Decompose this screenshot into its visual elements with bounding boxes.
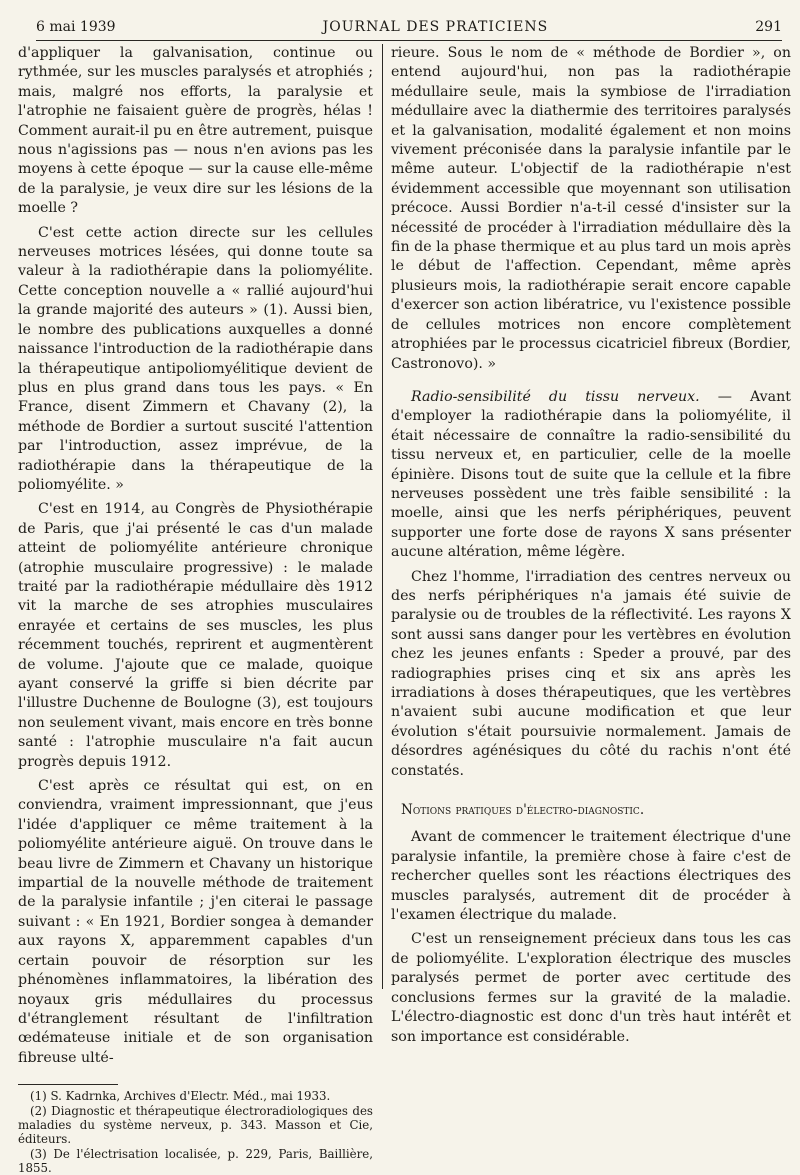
page-number: 291 (755, 19, 782, 35)
column-divider (382, 44, 383, 989)
footnote: (2) Diagnostic et thérapeutique électroradiologiques des maladies du système nerveux, p. 343. Masson et Cie, éditeurs. (18, 1104, 373, 1147)
paragraph: rieure. Sous le nom de « méthode de Bordier », on entend aujourd'hui, non pas la radiothérapie médullaire seule, mais la symbiose de l'irradiation médullaire avec la diathermie des territoires paralysés et la galvanisation, modalité également et non moins vivement préconisée dans la paralysie infantile par le même auteur. L'objectif de la radiothérapie n'est évidemment accessible que moyennant son utilisation précoce. Aussi Bordier n'a-t-il cessé d'insister sur la nécessité de procéder à l'irradiation médullaire dès la fin de la phase thermique et au plus tard un mois après le début de l'affection. Cependant, même après plusieurs mois, la radiothérapie serait encore capable d'exercer son action libératrice, vu l'existence possible de cellules motrices non encore complètement atrophiées par le processus cicatriciel fibreux (Bordier, Castronovo). » (391, 45, 791, 372)
paragraph: C'est un renseignement précieux dans tous les cas de poliomyélite. L'exploration électrique des muscles paralysés permet de porter avec certitude des conclusions fermes sur la gravité de la maladie. L'électro-diagnostic est donc d'un très haut intérêt et son importance est considérable. (391, 931, 791, 1045)
header-date: 6 mai 1939 (36, 19, 116, 35)
footnote: (3) De l'électrisation localisée, p. 229, Paris, Baillière, 1855. (18, 1147, 373, 1175)
paragraph: C'est en 1914, au Congrès de Physiothérapie de Paris, que j'ai présenté le cas d'un malade atteint de poliomyélite antérieure chronique (atrophie musculaire progressive) : le malade traité par la radiothérapie médullaire dès 1912 vit la marche de ses atrophies musculaires enrayée et certains de ses muscles, les plus récemment touchés, reprirent et augmentèrent de volume. J'ajoute que ce malade, quoique ayant conservé la griffe si bien décrite par l'illustre Duchenne de Boulogne (3), est toujours non seulement vivant, mais encore en très bonne santé : l'atrophie musculaire n'a fait aucun progrès depuis 1912. (18, 501, 373, 770)
paragraph: Chez l'homme, l'irradiation des centres nerveux ou des nerfs périphériques n'a jamais été suivie de paralysie ou de troubles de la réflectivité. Les rayons X sont aussi sans danger pour les vertèbres en évolution chez les jeunes enfants : Speder a prouvé, par des radiographies prises cinq et six ans après les irradiations à doses thérapeutiques, que les vertèbres n'avaient subi aucune modification et que leur évolution s'était poursuivie normalement. Jamais de désordres agénésiques du côté du rachis n'ont été constatés. (391, 568, 791, 779)
running-header (36, 14, 782, 41)
section-heading: Notions pratiques d'électro-diagnostic. (401, 802, 645, 819)
paragraph: C'est après ce résultat qui est, on en conviendra, vraiment impressionnant, que j'eus l'idée d'appliquer ce même traitement à la poliomyélite antérieure aiguë. On trouve dans le beau livre de Zimmern et Chavany un historique impartial de la nouvelle méthode de traitement de la paralysie infantile ; j'en citerai le passage suivant : « En 1921, Bordier songea à demander aux rayons X, apparemment capables d'un certain pouvoir de résorption sur les phénomènes inflammatoires, la libération des noyaux gris médullaires du processus d'étranglement résultant de l'infiltration œdémateuse initiale et de son organisation fibreuse ulté- (18, 778, 373, 1066)
page-body (18, 44, 796, 1175)
paragraph: Avant de commencer le traitement électrique d'une paralysie infantile, la première chose à faire c'est de rechercher quelles sont les réactions électriques des muscles paralysés, autrement dit de procéder à l'examen électrique du malade. (391, 829, 791, 924)
paragraph-text: — Avant d'employer la radiothérapie dans la poliomyélite, il était nécessaire de connaître la radio-sensibilité du tissu nerveux et, en particulier, celle de la moelle épinière. Disons tout de suite que la cellule et la fibre nerveuses possèdent une très faible sensibilité : la moelle, ainsi que les nerfs périphériques, peuvent supporter une forte dose de rayons X sans présenter aucune altération, même légère. (391, 388, 791, 561)
right-column (391, 44, 791, 1045)
footnotes (18, 1089, 373, 1175)
journal-title: JOURNAL DES PRATICIENS (322, 19, 549, 35)
subsection-heading: Radio-sensibilité du tissu nerveux. (411, 388, 700, 405)
footnote: (1) S. Kadrnka, Archives d'Electr. Méd., mai 1933. (30, 1089, 331, 1104)
paragraph: d'appliquer la galvanisation, continue ou rythmée, sur les muscles paralysés et atrophiés ; mais, malgré nos efforts, la paralysie et l'atrophie ne faisaient guère de progrès, hélas ! Comment aurait-il pu en être autrement, puisque nous n'agissions pas — nous n'en avions pas les moyens à cette époque — sur la cause elle-même de la paralysie, je veux dire sur les lésions de la moelle ? (18, 45, 373, 217)
left-column (18, 44, 373, 1175)
paragraph: C'est cette action directe sur les cellules nerveuses motrices lésées, qui donne toute sa valeur à la radiothérapie dans la poliomyélite. Cette conception nouvelle a « rallié aujourd'hui la grande majorité des auteurs » (1). Aussi bien, le nombre des publications auxquelles a donné naissance l'introduction de la radiothérapie dans la thérapeutique antipoliomyélitique devient de plus en plus grand dans tous les pays. « En France, disent Zimmern et Chavany (2), la méthode de Bordier a surtout suscité l'attention par l'introduction, assez imprévue, de la radiothérapie dans la thérapeutique de la poliomyélite. » (18, 224, 373, 493)
paragraph (391, 388, 791, 563)
